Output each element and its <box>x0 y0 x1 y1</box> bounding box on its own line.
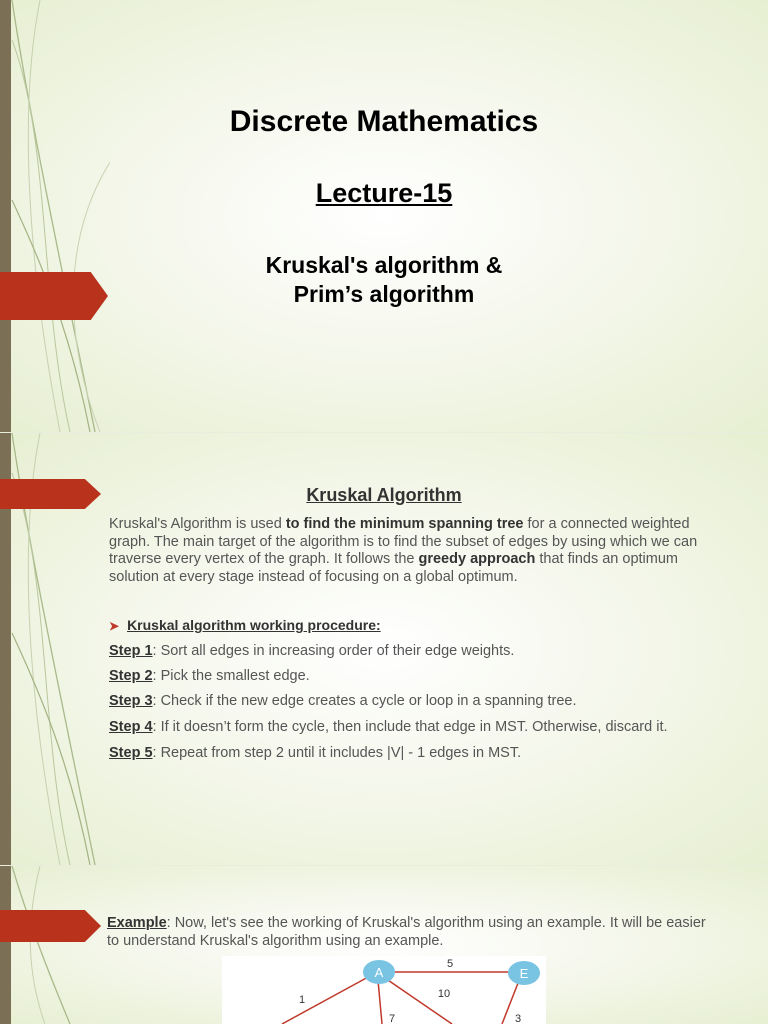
example-paragraph <box>107 914 707 950</box>
section-heading: Kruskal Algorithm <box>306 485 462 505</box>
kruskal-slide <box>0 433 768 865</box>
step-item <box>109 693 577 709</box>
example-text: : Now, let's see the working of Kruskal's algorithm using an example. It will be easier to understand Kruskal's algorithm using an example. <box>107 915 706 949</box>
step-item <box>109 719 668 735</box>
step-label: Step 2 <box>109 668 153 684</box>
step-label: Step 3 <box>109 693 153 709</box>
accent-tab <box>0 910 101 942</box>
slide-title: Discrete Mathematics <box>229 105 539 138</box>
example-graph <box>222 956 546 1024</box>
node-label: E <box>519 966 529 981</box>
step-label: Step 1 <box>109 643 153 659</box>
subtitle-line-2: Prim’s algorithm <box>293 281 475 307</box>
graph-edge <box>378 980 382 1024</box>
intro-text-3: that finds an optimum solution at every stage instead of focusing on a global optimum. <box>109 551 678 585</box>
decorative-curves <box>0 866 110 1024</box>
step-text: : Sort all edges in increasing order of their edge weights. <box>152 643 515 659</box>
step-text: : Check if the new edge creates a cycle or loop in a spanning tree. <box>152 693 577 709</box>
procedure-title-text: Kruskal algorithm working procedure: <box>127 617 381 633</box>
edge-weight-label: 1 <box>298 994 306 1006</box>
edge-weight-label: 5 <box>446 958 454 970</box>
decorative-curves <box>0 0 110 432</box>
example-slide <box>0 866 768 1024</box>
graph-edge <box>282 976 370 1024</box>
step-item <box>109 668 310 684</box>
node-label: A <box>374 965 384 980</box>
graph-svg <box>222 956 546 1024</box>
step-label: Step 5 <box>109 745 153 761</box>
intro-bold-1: to find the minimum spanning tree <box>285 516 524 532</box>
example-label: Example <box>107 915 167 931</box>
step-item <box>109 745 521 761</box>
step-item <box>109 643 514 659</box>
edge-weight-label: 10 <box>437 988 451 1000</box>
subtitle-line-1: Kruskal's algorithm & <box>265 252 503 278</box>
edge-weight-label: 7 <box>388 1013 396 1024</box>
arrow-bullet-icon: ➤ <box>109 619 120 633</box>
edge-weight-label: 3 <box>514 1013 522 1024</box>
intro-paragraph <box>109 516 729 586</box>
step-label: Step 4 <box>109 719 153 735</box>
step-text: : Pick the smallest edge. <box>152 668 310 684</box>
lecture-number: Lecture-15 <box>315 178 453 208</box>
intro-text-1: Kruskal's Algorithm is used <box>109 516 286 532</box>
step-text: : If it doesn’t form the cycle, then include that edge in MST. Otherwise, discard it. <box>152 719 668 735</box>
intro-text-2: for a connected weighted graph. The main target of the algorithm is to find the subset of edges by using which we can traverse every vertex of the graph. It follows the <box>109 516 698 567</box>
step-text: : Repeat from step 2 until it includes |V| - 1 edges in MST. <box>152 745 522 761</box>
title-slide <box>0 0 768 432</box>
procedure-title <box>109 617 381 633</box>
intro-bold-2: greedy approach <box>418 551 536 567</box>
